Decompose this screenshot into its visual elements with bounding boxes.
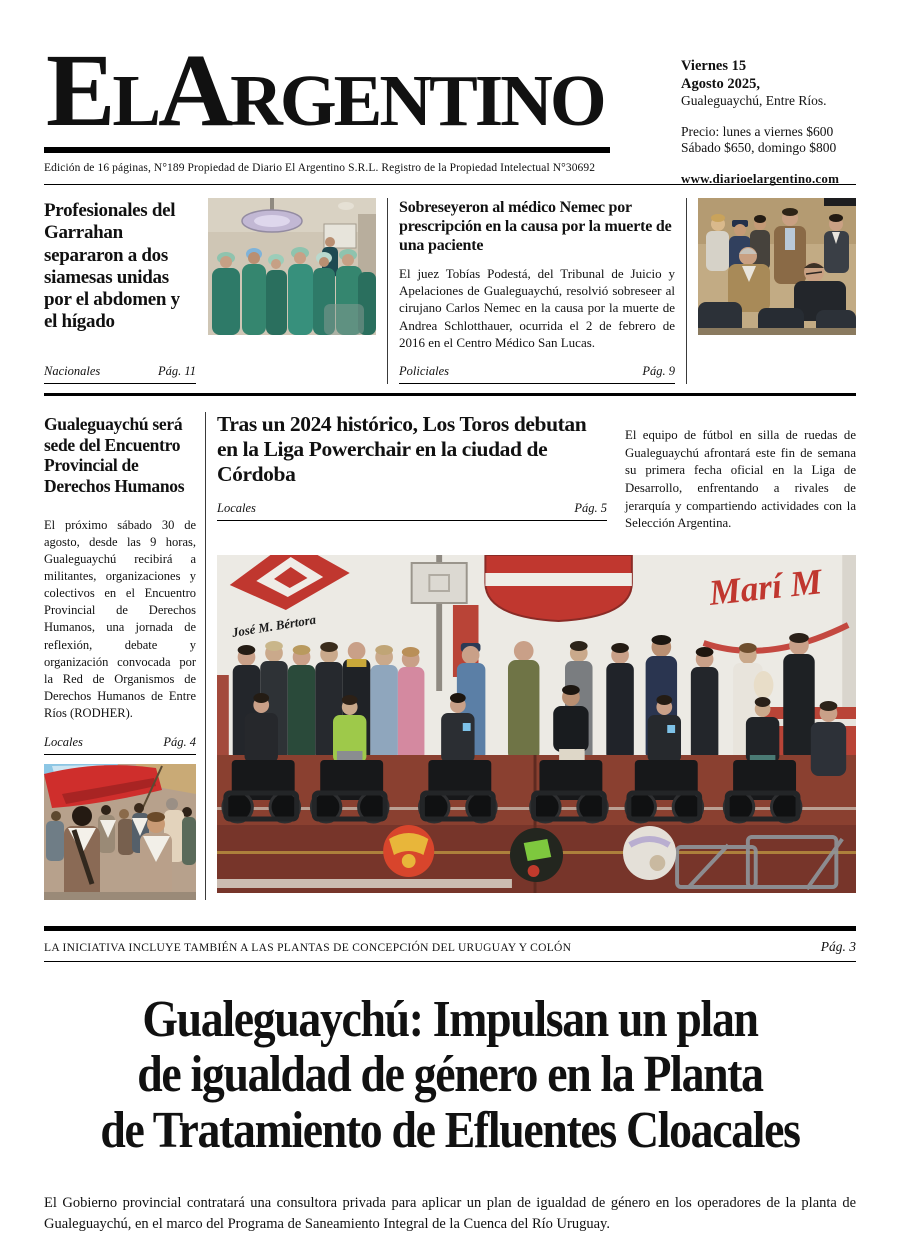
story-garrahan (44, 198, 196, 384)
logo-argentino: Argentino (158, 33, 604, 148)
surgery-photo (208, 198, 376, 335)
price-line-2: Sábado $650, domingo $800 (681, 140, 837, 156)
courtroom-photo (698, 198, 856, 335)
story-toros-headline: Tras un 2024 histórico, Los Toros debutan en la Liga Powerchair en la ciudad de Córdoba (217, 412, 587, 486)
lead-headline-line2: de igualdad de género en la Planta (137, 1046, 763, 1104)
march-photo (44, 764, 196, 900)
lead-kicker-text: LA INICIATIVA INCLUYE TAMBIÉN A LAS PLANTAS DE CONCEPCIÓN DEL URUGUAY Y COLÓN (44, 941, 572, 954)
lead-kicker-page: Pág. 3 (820, 938, 856, 954)
city-line: Gualeguaychú, Entre Ríos. (681, 93, 827, 109)
story-toros-top (217, 412, 856, 546)
story-toros-body: El equipo de fútbol en silla de ruedas de Gualeguaychú afrontará este fin de semana su primera fecha oficial en la Liga de Desarrollo, enfrentando a rivales de jerarquía y compartiendo actividades con la Selección Argentina. (625, 427, 856, 531)
date-month: Agosto 2025, (681, 75, 760, 92)
story-nemec-body: El juez Tobías Podestá, del Tribunal de Juicio y Apelaciones de Gualeguaychú, resolvió sobreseer al cirujano Carlos Nemec en la causa por la muerte de Andrea Schlotthauer, ocurrida el 2 de febrero de 2016 en el Centro Médico San Lucas. (399, 265, 675, 350)
masthead (44, 0, 856, 186)
section-label: Nacionales (44, 364, 101, 379)
story-garrahan-kicker (44, 364, 196, 384)
lead-body: El Gobierno provincial contratará una consultora privada para aplicar un plan de igualdad de género en los operadores de la planta de Gualeguaychú, en el marco del Programa de Saneamiento Integral de la Cuenca del Río Uruguay. (44, 1195, 856, 1232)
top-stories-row (44, 185, 856, 393)
page-ref: Pág. 5 (574, 500, 607, 515)
story-ddhh-headline: Gualeguaychú será sede del Encuentro Provincial de Derechos Humanos (44, 414, 185, 496)
website-url: www.diarioelargentino.com (681, 170, 840, 186)
section-label: Locales (217, 500, 256, 515)
gym-mural-left-text: José M. Bértora (231, 612, 317, 640)
story-nemec-kicker (399, 364, 675, 384)
masthead-info (681, 58, 856, 187)
page-ref: Pág. 11 (158, 364, 196, 379)
date-weekday: Viernes 15 (681, 58, 747, 74)
story-garrahan-headline: Profesionales del Garrahan separaron a dos siamesas unidas por el abdomen y el hígado (44, 200, 180, 333)
page-ref: Pág. 4 (163, 734, 196, 749)
lead-headline (93, 992, 808, 1159)
powerchair-team-photo (217, 555, 856, 893)
story-nemec-headline: Sobreseyeron al médico Nemec por prescripción en la causa por la muerte de una paciente (399, 199, 672, 255)
section-label: Policiales (399, 364, 449, 379)
lead-headline-line1: Gualeguaychú: Impulsan un plan (142, 990, 758, 1048)
edition-line: Edición de 16 páginas, N°189 Propiedad de Diario El Argentino S.R.L. Registro de la Propiedad Intelectual N°30692 (44, 162, 596, 175)
story-toros (206, 412, 856, 900)
newspaper-logo (44, 33, 610, 153)
price-line-1: Precio: lunes a viernes $600 (681, 123, 834, 139)
story-nemec (387, 198, 687, 384)
main-story-row (44, 396, 856, 900)
story-ddhh-body: El próximo sábado 30 de agosto, desde las 9 horas, Gualeguaychú recibirá a militantes, organizaciones y colectivos en el Encuentro Provincial de Derechos Humanos, una jornada de reflexión, debate y organización convocada por la Red de Organismos de Derechos Humanos de Entre Ríos (RODHER). (44, 517, 196, 721)
logo-el: El (46, 33, 159, 148)
story-ddhh (44, 412, 206, 900)
gym-mural-right-text: Marí M (707, 560, 824, 613)
story-toros-kicker (217, 501, 607, 521)
story-ddhh-kicker (44, 735, 196, 755)
page-ref: Pág. 9 (642, 364, 675, 379)
section-label: Locales (44, 734, 83, 749)
lead-headline-line3: de Tratamiento de Efluentes Cloacales (100, 1101, 800, 1159)
lead-kicker-strip (44, 931, 856, 962)
